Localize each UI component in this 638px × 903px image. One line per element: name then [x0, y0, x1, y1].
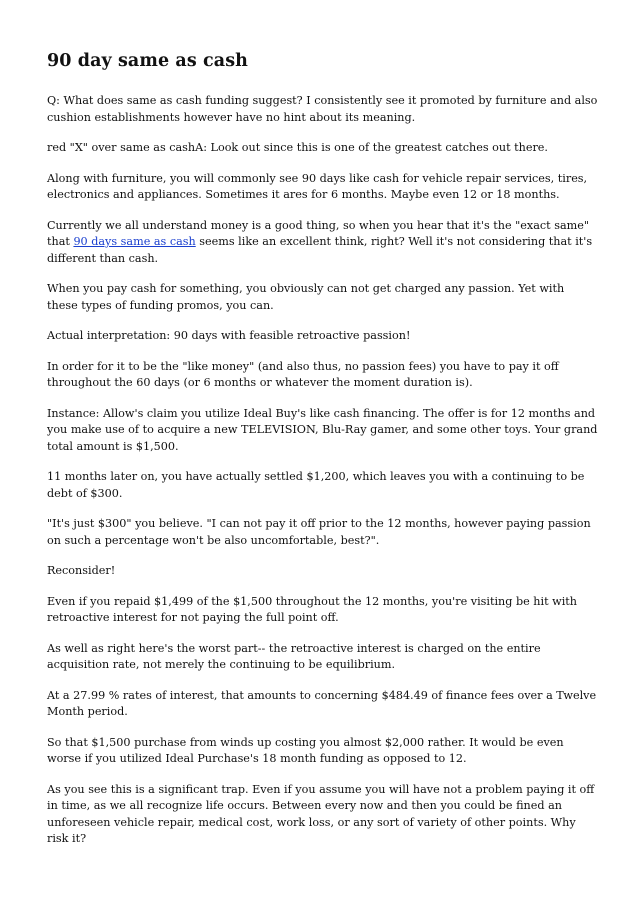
paragraph: As well as right here's the worst part-- the retroactive interest is charged on the entire acquisition rate, not merely the continuing to be equilibrium.: [47, 641, 541, 671]
paragraph: When you pay cash for something, you obviously can not get charged any passion. Yet with these types of funding promos, you can.: [47, 282, 565, 312]
page-title: 90 day same as cash: [47, 51, 248, 71]
paragraph: 11 months later on, you have actually settled $1,200, which leaves you with a continuing to be debt of $300.: [47, 470, 585, 500]
paragraph: Reconsider!: [47, 564, 116, 577]
paragraph-with-link: [47, 218, 598, 268]
paragraph: Q: What does same as cash funding suggest? I consistently see it promoted by furniture and also cushion establishments however have no hint about its meaning.: [47, 94, 598, 124]
paragraph: Actual interpretation: 90 days with feasible retroactive passion!: [47, 329, 411, 342]
paragraph: Along with furniture, you will commonly see 90 days like cash for vehicle repair services, tires, electronics and appliances. Sometimes it ares for 6 months. Maybe even 12 or 18 months.: [47, 171, 588, 201]
paragraph-text-before-link: Currently we all understand money is a good thing, so when you hear that it's the "exact same" that: [47, 218, 590, 248]
paragraph: "It's just $300" you believe. "I can not pay it off prior to the 12 months, however paying passion on such a percentage won't be also uncomfortable, best?".: [47, 517, 591, 547]
paragraph: red "X" over same as cashA: Look out since this is one of the greatest catches out there.: [47, 141, 548, 154]
paragraph: Instance: Allow's claim you utilize Ideal Buy's like cash financing. The offer is for 12 months and you make use of to acquire a new TELEVISION, Blu-Ray gamer, and some other toys. Your grand total amount is $1,500.: [47, 406, 598, 453]
paragraph: As you see this is a significant trap. Even if you assume you will have not a problem paying it off in time, as we all recognize life occurs. Between every now and then you could be fined an unforeseen vehicle repair, medical cost, work loss, or any sort of variety of other points. Why risk it?: [47, 782, 595, 845]
paragraph-text-after-link: seems like an excellent think, right? Well it's not considering that it's different than cash.: [47, 235, 593, 265]
paragraph: So that $1,500 purchase from winds up costing you almost $2,000 rather. It would be even worse if you utilized Ideal Purchase's 18 month funding as opposed to 12.: [47, 735, 564, 765]
inline-link-90-days-same-as-cash[interactable]: 90 days same as cash: [73, 235, 196, 248]
paragraph: In order for it to be the "like money" (and also thus, no passion fees) you have to pay it off throughout the 60 days (or 6 months or whatever the moment duration is).: [47, 359, 559, 389]
paragraph: At a 27.99 % rates of interest, that amounts to concerning $484.49 of finance fees over a Twelve Month period.: [47, 688, 597, 718]
paragraph: Even if you repaid $1,499 of the $1,500 throughout the 12 months, you're visiting be hit with retroactive interest for not paying the full point off.: [47, 594, 577, 624]
